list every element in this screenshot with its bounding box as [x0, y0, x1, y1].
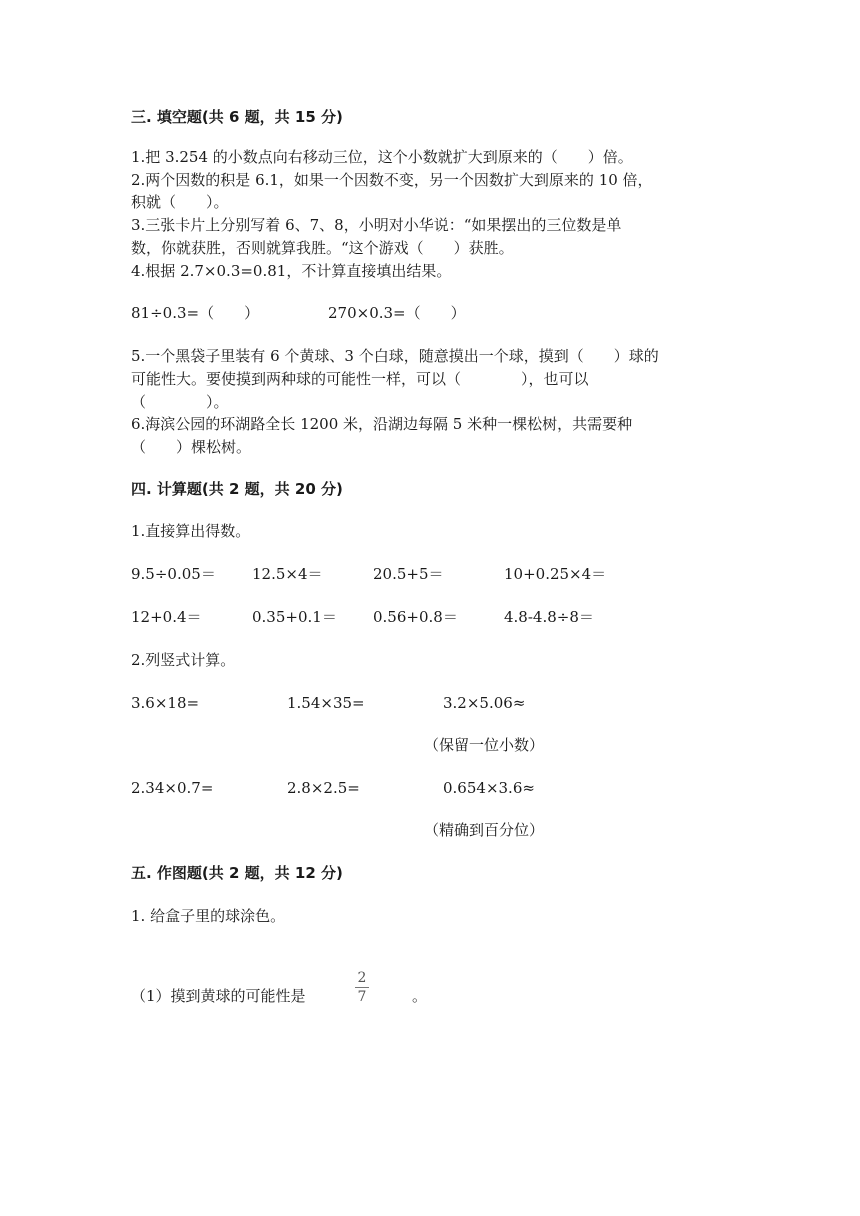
section4-title: 四. 计算题(共 2 题，共 20 分): [131, 480, 343, 498]
s4-question-2: 2.列竖式计算。: [131, 651, 236, 669]
s3-question-5-line3: （ ）。: [131, 393, 229, 411]
calc-item: 9.5÷0.05＝: [131, 565, 216, 583]
s3-question-2-line2: 积就（ ）。: [131, 193, 229, 211]
fraction-numerator: 2: [357, 970, 367, 986]
s5-question-1: 1. 给盒子里的球涂色。: [131, 907, 286, 925]
s3-question-6-line2: （ ）棵松树。: [131, 438, 252, 456]
s3-question-5-line2: 可能性大。要使摸到两种球的可能性一样，可以（ ），也可以: [131, 370, 589, 388]
s4-question-1: 1.直接算出得数。: [131, 522, 251, 540]
calc-item: 10+0.25×4＝: [504, 565, 607, 583]
s3-question-4: 4.根据 2.7×0.3=0.81，不计算直接填出结果。: [131, 262, 452, 280]
calc-item: 0.35+0.1＝: [252, 608, 337, 626]
vertical-calc-item: 0.654×3.6≈: [443, 779, 535, 797]
rounding-note: （保留一位小数）: [424, 736, 545, 754]
s3-question-6-line1: 6.海滨公园的环湖路全长 1200 米，沿湖边每隔 5 米种一棵松树，共需要种: [131, 415, 633, 433]
section5-title: 五. 作图题(共 2 题，共 12 分): [131, 864, 343, 882]
calc-item: 4.8-4.8÷8＝: [504, 608, 594, 626]
vertical-calc-item: 3.6×18=: [131, 694, 200, 712]
s3-question-2-line1: 2.两个因数的积是 6.1，如果一个因数不变，另一个因数扩大到原来的 10 倍，: [131, 171, 653, 189]
calc-item: 12+0.4＝: [131, 608, 202, 626]
section3-title: 三. 填空题(共 6 题，共 15 分): [131, 108, 343, 126]
s3-question-4-b: 270×0.3=（ ）: [328, 304, 466, 322]
vertical-calc-item: 2.8×2.5=: [287, 779, 360, 797]
vertical-calc-item: 3.2×5.06≈: [443, 694, 526, 712]
s3-question-3-line2: 数，你就获胜，否则就算我胜。“这个游戏（ ）获胜。: [131, 239, 514, 257]
vertical-calc-item: 1.54×35=: [287, 694, 365, 712]
fraction-denominator: 7: [357, 989, 367, 1005]
calc-item: 12.5×4＝: [252, 565, 323, 583]
s5-sub-question-1: （1）摸到黄球的可能性是: [131, 987, 306, 1005]
precision-note: （精确到百分位）: [424, 821, 545, 839]
fraction-bar: [355, 987, 369, 988]
s3-question-5-line1: 5.一个黑袋子里装有 6 个黄球、3 个白球，随意摸出一个球，摸到（ ）球的: [131, 347, 659, 365]
fraction: [354, 970, 370, 1005]
s3-question-4-a: 81÷0.3=（ ）: [131, 304, 260, 322]
calc-item: 20.5+5＝: [373, 565, 444, 583]
s3-question-1: 1.把 3.254 的小数点向右移动三位，这个小数就扩大到原来的（ ）倍。: [131, 148, 633, 166]
s3-question-3-line1: 3.三张卡片上分别写着 6、7、8，小明对小华说：“如果摆出的三位数是单: [131, 216, 622, 234]
sub-question-period: 。: [412, 987, 428, 1005]
calc-item: 0.56+0.8＝: [373, 608, 458, 626]
vertical-calc-item: 2.34×0.7=: [131, 779, 214, 797]
